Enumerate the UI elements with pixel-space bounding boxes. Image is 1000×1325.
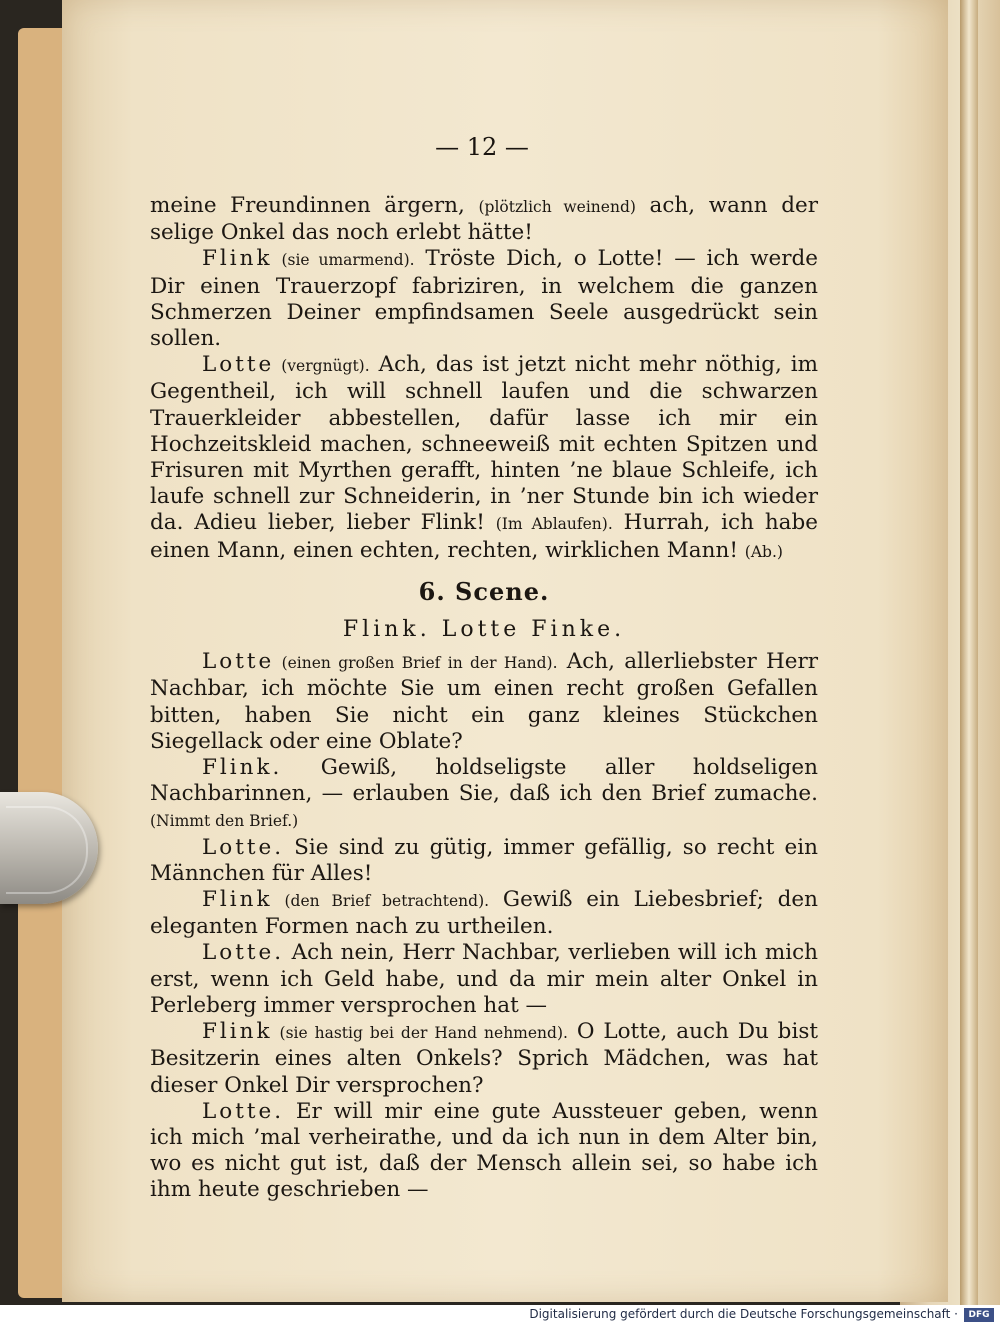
dialogue-text: Ach, allerliebster Herr Nachbar, ich möchte Sie um einen recht großen Gefallen bitten, haben Sie nicht ein ganz kleines Stückchen Siegellack oder eine Oblate? — [150, 649, 818, 754]
paragraph — [150, 755, 818, 835]
speaker-name: Flink. — [202, 755, 283, 781]
stage-direction: (den Brief betrachtend). — [272, 892, 490, 911]
paragraph — [150, 649, 818, 755]
dialogue-text: Gewiß ein Liebesbrief; den eleganten Formen nach zu urtheilen. — [150, 887, 818, 940]
paragraph — [150, 1019, 818, 1099]
speaker-name: Flink — [202, 246, 273, 272]
speaker-name: Flink — [202, 1019, 273, 1045]
page-fold — [960, 0, 978, 1305]
stage-direction: (plötzlich weinend) — [478, 198, 636, 216]
speaker-name: Lotte — [202, 649, 275, 675]
dialogue-text: Gewiß, holdseligste aller holdseligen Nachbarinnen, — erlauben Sie, daß ich den Brief zumache. — [150, 755, 818, 807]
footer-bar — [0, 1305, 1000, 1325]
paragraph — [150, 835, 818, 887]
dfg-logo: DFG — [964, 1308, 994, 1322]
dialogue-text: ach, wann der selige Onkel das noch erlebt hätte! — [150, 193, 818, 246]
dialogue-text: Ach, das ist jetzt nicht mehr nöthig, im Gegentheil, ich will schnell laufen und die schwarzen Trauerkleider abbestellen, dafür lasse ich mir ein Hochzeitskleid machen, schneeweiß mit echten Spitzen und Frisuren mit Myrthen gerafft, hinten ’ne blaue Schleife, ich laufe schnell zur Schneiderin, in ’ner Stunde bin ich wieder da. Adieu lieber, lieber Flink! — [150, 352, 818, 536]
speaker-name: Lotte — [202, 352, 275, 378]
paragraph — [150, 887, 818, 940]
speaker-name: Lotte. — [202, 1098, 285, 1124]
page-text — [150, 193, 818, 1204]
paragraph — [150, 193, 818, 246]
stage-direction: (vergnügt). — [274, 357, 370, 376]
dialogue-text: Hurrah, ich habe einen Mann, einen echten, rechten, wirklichen Mann! — [150, 510, 818, 563]
stage-direction: (sie umarmend). — [272, 251, 415, 270]
page-number: — 12 — — [435, 133, 529, 161]
speaker-name: Lotte. — [202, 834, 285, 860]
scene-heading: 6. Scene. — [418, 576, 550, 606]
paragraph — [150, 246, 818, 352]
dialogue-text: Tröste Dich, o Lotte! — ich werde Dir einen Trauerzopf fabriziren, in welchem die ganzen Schmerzen Deiner empfindsamen Seele ausgedrückt sein sollen. — [150, 246, 818, 352]
dialogue-text: Sie sind zu gütig, immer gefällig, so recht ein Männchen für Alles! — [150, 834, 818, 886]
stage-direction: (sie hastig bei der Hand nehmend). — [272, 1024, 568, 1043]
speaker-name: Flink — [202, 887, 273, 913]
cast-list: Flink. Lotte Finke. — [342, 617, 626, 643]
stage-direction: (Nimmt den Brief.) — [150, 812, 299, 831]
stage-direction: (Ab.) — [744, 542, 783, 561]
dialogue-text: Ach nein, Herr Nachbar, verlieben will ich mich erst, wenn ich Geld habe, und da mir mein alter Onkel in Perleberg immer versprochen hat — — [150, 940, 818, 1018]
paragraph — [150, 1099, 818, 1204]
paragraph — [150, 352, 818, 565]
speaker-name: Lotte. — [202, 940, 285, 966]
funding-credit: Digitalisierung gefördert durch die Deutsche Forschungsgemeinschaft · — [529, 1307, 958, 1321]
dialogue-text: Er will mir eine gute Aussteuer geben, wenn ich mich ’mal verheirathe, und da ich nun in dem Alter bin, wo es nicht gut ist, daß der Mensch allein sei, so habe ich ihm heute geschrieben — — [150, 1098, 818, 1203]
stage-direction: (einen großen Brief in der Hand). — [274, 654, 558, 673]
paragraph — [150, 940, 818, 1019]
dialogue-text: O Lotte, auch Du bist Besitzerin eines alten Onkels? Sprich Mädchen, was hat dieser Onkel Dir versprochen? — [150, 1019, 818, 1098]
dialogue-text: meine Freundinnen ärgern, — [150, 193, 479, 218]
stage-direction: (Im Ablaufen). — [495, 515, 613, 534]
